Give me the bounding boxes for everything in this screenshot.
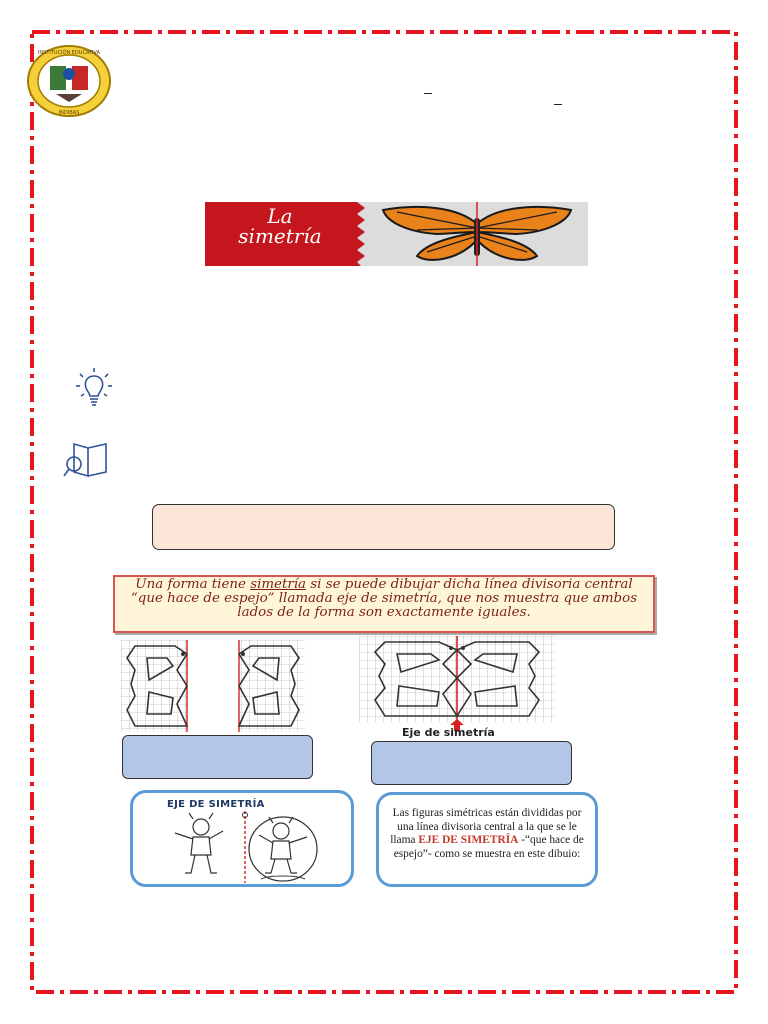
symmetric-figure xyxy=(359,636,555,722)
header-dash-2 xyxy=(554,104,562,105)
symmetry-explanation-card xyxy=(376,792,598,887)
banner-title-line1: La xyxy=(267,204,293,228)
card-right-text-after: -“que hace de espejo”- como se muestra en este dibuio: xyxy=(393,834,584,860)
answer-box-2 xyxy=(371,741,572,785)
banner-title-line2: simetría xyxy=(238,224,322,248)
axis-caption: Eje de simetría xyxy=(402,726,495,739)
definition-text xyxy=(121,578,647,620)
symmetry-example-card xyxy=(130,790,354,887)
card-right-text-before: Las figuras simétricas están divididas por una línea divisoria central a la que se le llama xyxy=(390,807,582,846)
symmetry-banner xyxy=(205,202,588,266)
card-right-text xyxy=(389,807,585,861)
card-left-title: EJE DE SIMETRÍA xyxy=(167,799,265,810)
butterfly-icon xyxy=(377,202,577,266)
answer-box-1 xyxy=(122,735,313,779)
child-mirror-illustration xyxy=(157,811,333,883)
banner-title xyxy=(215,206,345,246)
definition-keyword: simetría xyxy=(250,577,307,592)
book-magnifier-icon xyxy=(62,440,112,480)
header-dash-1 xyxy=(424,93,432,94)
title-box xyxy=(152,504,615,550)
card-right-keyword: EJE DE SIMETRÍA xyxy=(418,834,519,846)
definition-after: si se puede dibujar dicha línea divisoria central “que hace de espejo” llamada eje de simetría, que nos muestra que ambos lados de la forma son exactamente iguales. xyxy=(130,577,638,620)
svg-text:INDIBAS: INDIBAS xyxy=(58,110,80,116)
school-seal xyxy=(26,44,112,118)
lightbulb-icon xyxy=(74,366,114,410)
definition-before: Una forma tiene xyxy=(135,577,251,592)
svg-text:INSTITUCIÓN EDUCATIVA: INSTITUCIÓN EDUCATIVA xyxy=(37,50,101,56)
split-figure-halves xyxy=(121,640,305,732)
definition-box xyxy=(113,575,655,633)
